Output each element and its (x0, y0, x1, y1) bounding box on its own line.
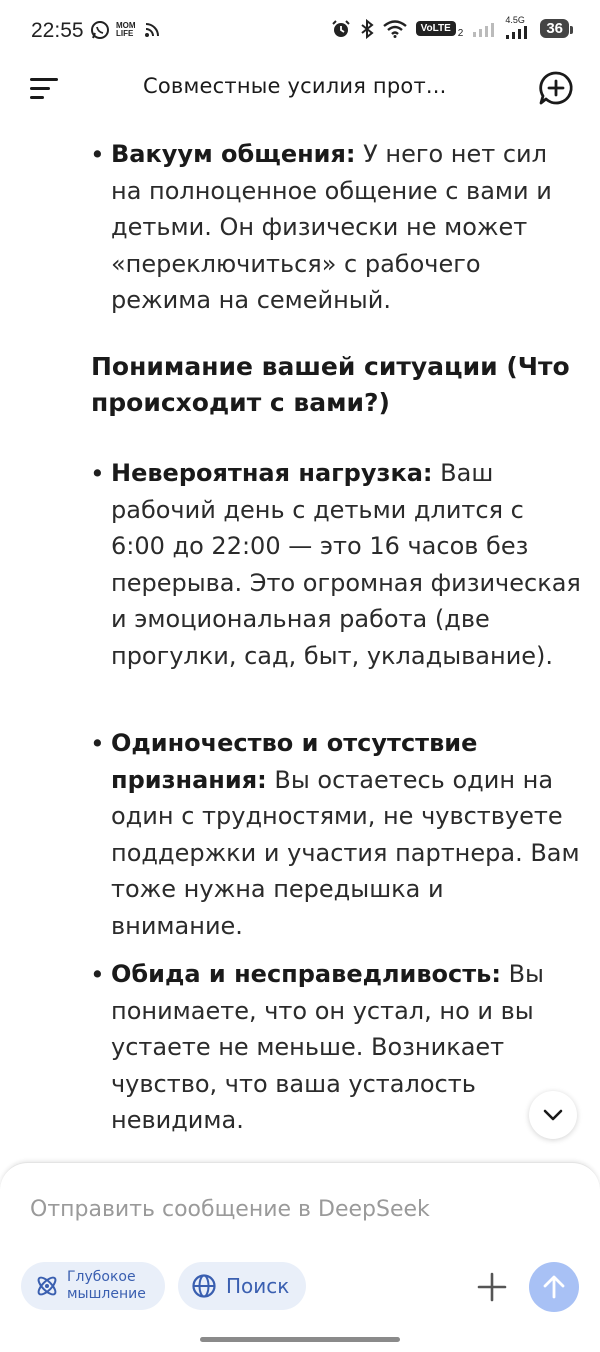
list-item (111, 455, 581, 675)
signal-strong-icon (505, 25, 531, 39)
bullet: • (90, 960, 105, 989)
globe-icon (190, 1272, 218, 1300)
deep-thinking-toggle[interactable] (21, 1262, 165, 1310)
signal-strong-group (505, 14, 531, 39)
list-item-title: Обида и несправедливость: (111, 960, 501, 988)
deep-thinking-label: Глубокое мышление (67, 1269, 146, 1302)
chat-title[interactable]: Совместные усилия прот... (143, 74, 447, 98)
battery-indicator: 36 (540, 19, 569, 38)
rss-icon (144, 22, 160, 38)
list-item-text: Вы остаетесь один на один с трудностями, не чувствуете поддержки и участия партнера. Вам тоже нужна передышка и внимание. (111, 765, 580, 940)
home-indicator[interactable] (200, 1337, 400, 1342)
list-item-text: Вы понимаете, что он устал, но и вы устаете не меньше. Возникает чувство, что ваша усталость невидима. (111, 960, 544, 1135)
atom-icon (33, 1272, 61, 1300)
top-app-bar (0, 64, 600, 116)
status-left-icons (90, 20, 160, 40)
signal-weak-icon (472, 21, 496, 37)
list-item-text: Ваш рабочий день с детьми длится с 6:00 до 22:00 — это 16 часов без перерыва. Это огромная физическая и эмоциональная работа (две прогулки, сад, быт, укладывание). (111, 459, 581, 670)
bullet: • (90, 140, 105, 169)
network-type: 4.5G (505, 14, 525, 25)
attach-plus-icon[interactable] (475, 1270, 509, 1304)
menu-icon[interactable] (30, 78, 58, 100)
message-composer (0, 1162, 600, 1352)
status-right-icons (331, 14, 569, 39)
status-time: 22:55 (31, 19, 84, 42)
list-item (111, 725, 581, 945)
wifi-icon (383, 20, 407, 38)
new-chat-icon[interactable] (538, 70, 574, 106)
bluetooth-icon (360, 19, 374, 39)
bullet: • (90, 459, 105, 488)
volte-badge: VoLTE (416, 21, 456, 36)
message-content (0, 130, 600, 1140)
chevron-down-icon (542, 1108, 564, 1122)
sim-index: 2 (457, 28, 464, 39)
scroll-to-bottom-button[interactable] (529, 1091, 577, 1139)
send-button[interactable] (529, 1262, 579, 1312)
whatsapp-icon (90, 20, 110, 40)
message-input[interactable] (30, 1189, 550, 1229)
bullet: • (90, 729, 105, 758)
search-toggle[interactable] (178, 1262, 306, 1310)
alarm-icon (331, 19, 351, 39)
list-item (111, 136, 581, 319)
list-item-title: Вакуум общения: (111, 140, 356, 168)
search-label: Поиск (226, 1274, 290, 1298)
section-heading: Понимание вашей ситуации (Что происходит с вами?) (91, 352, 570, 417)
list-item (111, 956, 581, 1139)
list-item-text: У него нет сил на полноценное общение с вами и детьми. Он физически не может «переключиться» с рабочего режима на семейный. (111, 140, 552, 315)
list-item-title: Невероятная нагрузка: (111, 459, 433, 487)
list-item-title: Одиночество и отсутствие признания: (111, 729, 478, 794)
arrow-up-icon (542, 1274, 566, 1300)
momlife-icon: MOM LIFE (116, 21, 136, 38)
status-bar (0, 0, 600, 64)
